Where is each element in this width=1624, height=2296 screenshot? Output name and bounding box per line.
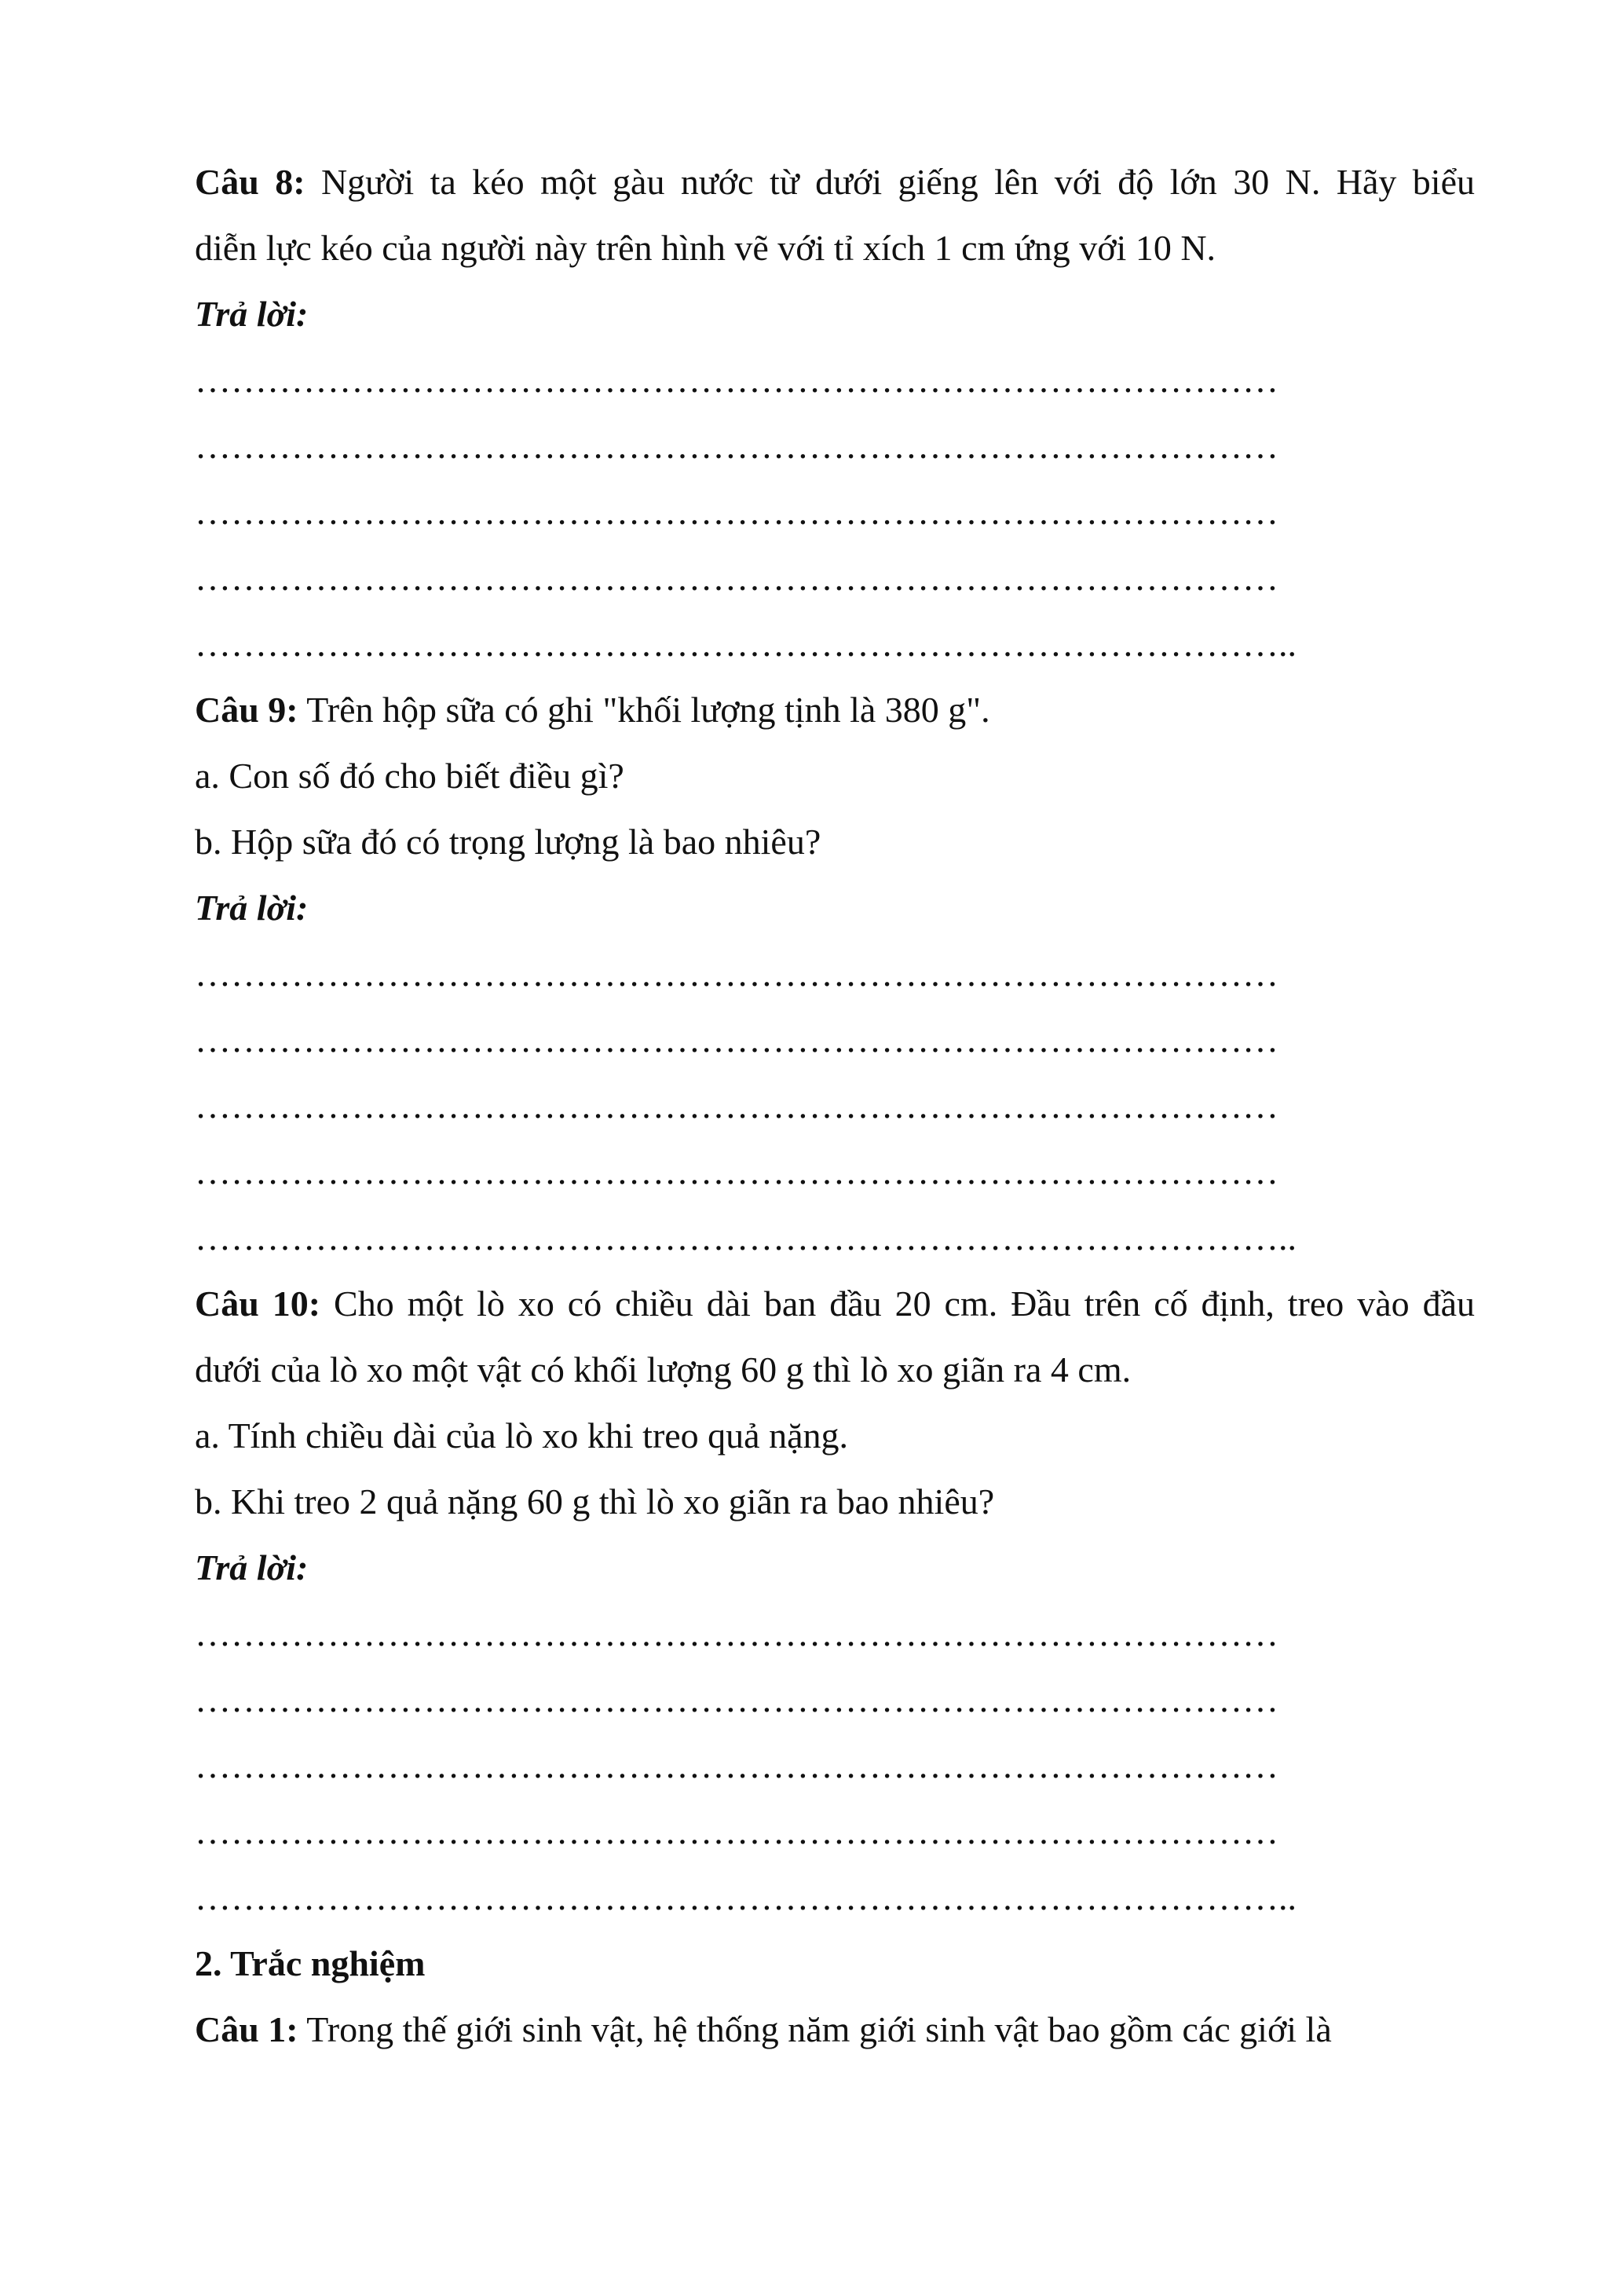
answer-line: ……………………………………………………………………………… (195, 1086, 1278, 1126)
mc-question-1-label: Câu 1: (195, 2009, 298, 2049)
question-9-text-1: Trên hộp sữa có ghi "khối lượng tịnh là 380 g". (298, 690, 990, 730)
question-10-part-b: b. Khi treo 2 quả nặng 60 g thì lò xo giãn ra bao nhiêu? (195, 1481, 995, 1522)
question-8-line-1 (195, 149, 1475, 215)
question-10-label: Câu 10: (195, 1283, 321, 1324)
question-10-answer-label: Trả lời: (195, 1547, 309, 1587)
answer-line: ……………………………………………………………………………… (195, 558, 1278, 598)
question-9-part-b: b. Hộp sữa đó có trọng lượng là bao nhiêu? (195, 822, 821, 862)
question-8-line-2: diễn lực kéo của người này trên hình vẽ với tỉ xích 1 cm ứng với 10 N. (195, 228, 1216, 268)
answer-line: ……………………………………………………………………………… (195, 1613, 1278, 1653)
mc-question-1-text: Trong thế giới sinh vật, hệ thống năm giới sinh vật bao gồm các giới là (298, 2009, 1332, 2049)
question-9-label: Câu 9: (195, 690, 298, 730)
question-10-part-a: a. Tính chiều dài của lò xo khi treo quả nặng. (195, 1415, 849, 1456)
answer-line: ……………………………………………………………………………… (195, 1811, 1278, 1851)
answer-line: ……………………………………………………………………………… (195, 492, 1278, 532)
question-8-answer-label: Trả lời: (195, 294, 309, 334)
answer-line: ……………………………………………………………………………….. (195, 1877, 1297, 1917)
answer-line: ……………………………………………………………………………… (195, 1745, 1278, 1785)
question-9-answer-label: Trả lời: (195, 888, 309, 928)
answer-line: ……………………………………………………………………………… (195, 1679, 1278, 1719)
answer-line: ……………………………………………………………………………… (195, 426, 1278, 466)
question-9-part-a: a. Con số đó cho biết điều gì? (195, 756, 624, 796)
answer-line: ……………………………………………………………………………….. (195, 624, 1297, 664)
question-8-label: Câu 8: (195, 162, 305, 202)
answer-line: ……………………………………………………………………………… (195, 1152, 1278, 1192)
question-10-line-1 (195, 1271, 1475, 1337)
question-9-line-1 (195, 677, 1475, 743)
mc-question-1 (195, 1997, 1475, 2063)
answer-line: ……………………………………………………………………………….. (195, 1218, 1297, 1258)
question-8-text-1: Người ta kéo một gàu nước từ dưới giếng lên với độ lớn 30 N. Hãy biểu (305, 162, 1475, 202)
document-page (195, 149, 1475, 2063)
answer-line: ……………………………………………………………………………… (195, 954, 1278, 994)
question-10-line-2: dưới của lò xo một vật có khối lượng 60 g thì lò xo giãn ra 4 cm. (195, 1349, 1132, 1390)
answer-line: ……………………………………………………………………………… (195, 1020, 1278, 1060)
section-2-title: 2. Trắc nghiệm (195, 1943, 426, 1983)
question-10-text-1: Cho một lò xo có chiều dài ban đầu 20 cm. Đầu trên cố định, treo vào đầu (320, 1283, 1475, 1324)
answer-line: ……………………………………………………………………………… (195, 360, 1278, 400)
